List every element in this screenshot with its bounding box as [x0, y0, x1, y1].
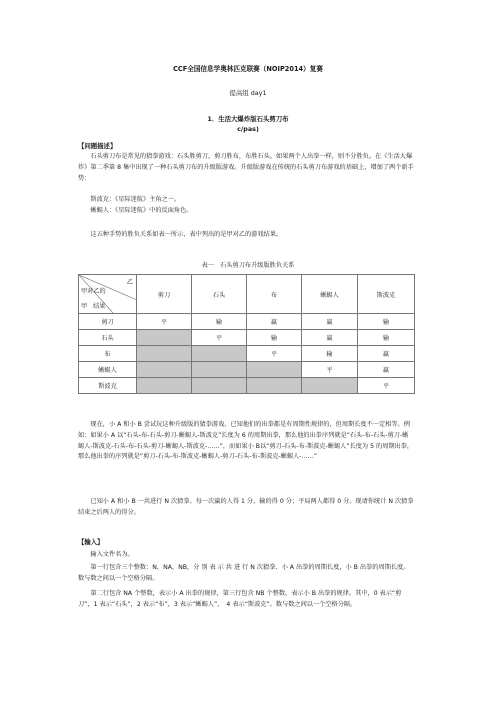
row-header: 斯波克 [79, 378, 137, 394]
input-line-1: 输入文件名为。 [90, 551, 134, 558]
description-heading: 【问题描述】 [78, 142, 117, 150]
table-cell: 赢 [302, 314, 358, 330]
table-cell-shaded [192, 362, 247, 378]
contest-title: CCF全国信息学奥林匹克联赛（NOIP2014）复赛 [173, 65, 323, 73]
problem-title: 1．生活大爆炸版石头剪刀布 [207, 115, 289, 123]
table-cell: 赢 [358, 362, 415, 378]
table-cell-shaded [302, 378, 358, 394]
table-cell-shaded [137, 346, 192, 362]
table-cell-shaded [192, 378, 247, 394]
input-line-3: 第二行包含 NA 个整数，表示小 A 出拳的规律，第三行包含 NB 个整数，表示小 B 出拳的规律。其中，0 表示“剪刀”，1 表示“石头”，2 表示“布”，3 表示“蜥蜴人”， 4 表示“斯波克”。数与数之间以一个空格分隔。 [78, 590, 402, 608]
table-cell-shaded [247, 362, 302, 378]
corner-label-b: 乙 [126, 279, 133, 286]
scoring-paragraph: 已知小 A 和小 B 一共进行 N 次猜拳。每一次赢的人得 1 分，输的得 0 分；平局两人都得 0 分。现请你统计 N 次猜拳结束之后两人的得分。 [78, 498, 414, 516]
row-header: 蜥蜴人 [79, 362, 137, 378]
table-cell: 输 [358, 314, 415, 330]
table-header-row [79, 275, 415, 314]
table-cell: 输 [358, 330, 415, 346]
table-cell-shaded [137, 330, 192, 346]
table-cell: 赢 [247, 314, 302, 330]
contest-subtitle: 提高组 day1 [229, 89, 267, 97]
row-header: 剪刀 [79, 314, 137, 330]
input-heading: 【输入】 [78, 538, 104, 546]
table-cell: 输 [247, 330, 302, 346]
result-table [78, 274, 415, 394]
description-paragraph-4: 这五种手势的胜负关系如表一所示，表中列出的是甲对乙的游戏结果。 [90, 231, 283, 238]
table-cell: 平 [358, 378, 415, 394]
table-cell-shaded [137, 362, 192, 378]
table-caption: 表一 石头剪刀布升级版胜负关系 [201, 262, 295, 269]
table-cell: 赢 [358, 346, 415, 362]
input-line-2: 第一行包含三个整数：N，NA，NB，分 别 表 示 共 进 行 N 次猜拳、小 A 出拳的周期长度，小 B 出拳的周期长度。数与数之间以一个空格分隔。 [78, 564, 410, 582]
table-cell: 平 [192, 330, 247, 346]
description-paragraph-2: 斯波克：《星际迷航》主角之一。 [90, 196, 181, 203]
description-paragraph-3: 蜥蜴人：《星际迷航》中的反面角色。 [90, 207, 193, 214]
col-header: 蜥蜴人 [302, 275, 358, 314]
col-header: 石头 [192, 275, 247, 314]
col-header: 布 [247, 275, 302, 314]
table-cell: 输 [302, 346, 358, 362]
corner-label-a: 甲 [81, 303, 88, 310]
table-cell-shaded [247, 378, 302, 394]
description-paragraph-1: 石头剪刀布是常见的猜拳游戏：石头胜剪刀，剪刀胜布，布胜石头。如果两个人出拳一样，则不分胜负。在《生活大爆炸》第二季第 8 集中出现了一种石头剪刀布的升级版游戏。升级版游戏在传统的石头剪刀布游戏的基础上，增加了两个新手势： [78, 153, 414, 182]
rules-paragraph: 现在，小 A 和小 B 尝试玩这种升级版的猜拳游戏。已知他们的出拳都是有周期性规律的，但周期长度不一定相等。例如：如果小 A 以“石头-布-石头-剪刀-蜥蜴人-斯波克”长度为 6 的周期出拳，那么他的出拳序列就是“石头-布-石头-剪刀-蜥蜴人-斯波克-石头-布-石头-剪刀-蜥蜴人-斯波克-……”，而如果小 B以“剪刀-石头-布-斯波克-蜥蜴人”长度为 5 的周期出拳，那么他出拳的序列就是“剪刀-石头-布-斯波克-蜥蜴人-剪刀-石头-布-斯波克-蜥蜴人-……” [78, 421, 414, 461]
table-row [79, 346, 415, 362]
table-cell: 平 [247, 346, 302, 362]
table-row [79, 378, 415, 394]
table-corner-cell [79, 275, 137, 314]
table-row [79, 362, 415, 378]
table-cell: 赢 [302, 330, 358, 346]
table-row [79, 330, 415, 346]
table-row [79, 314, 415, 330]
table-cell-shaded [192, 346, 247, 362]
problem-file: c/pas) [237, 125, 259, 133]
row-header: 石头 [79, 330, 137, 346]
corner-label-result: 结果 [93, 303, 106, 310]
row-header: 布 [79, 346, 137, 362]
col-header: 剪刀 [137, 275, 192, 314]
col-header: 斯波克 [358, 275, 415, 314]
corner-label-mid: 甲对乙的 [81, 288, 106, 295]
table-cell: 输 [192, 314, 247, 330]
table-cell-shaded [137, 378, 192, 394]
table-cell: 平 [137, 314, 192, 330]
table-cell: 平 [302, 362, 358, 378]
